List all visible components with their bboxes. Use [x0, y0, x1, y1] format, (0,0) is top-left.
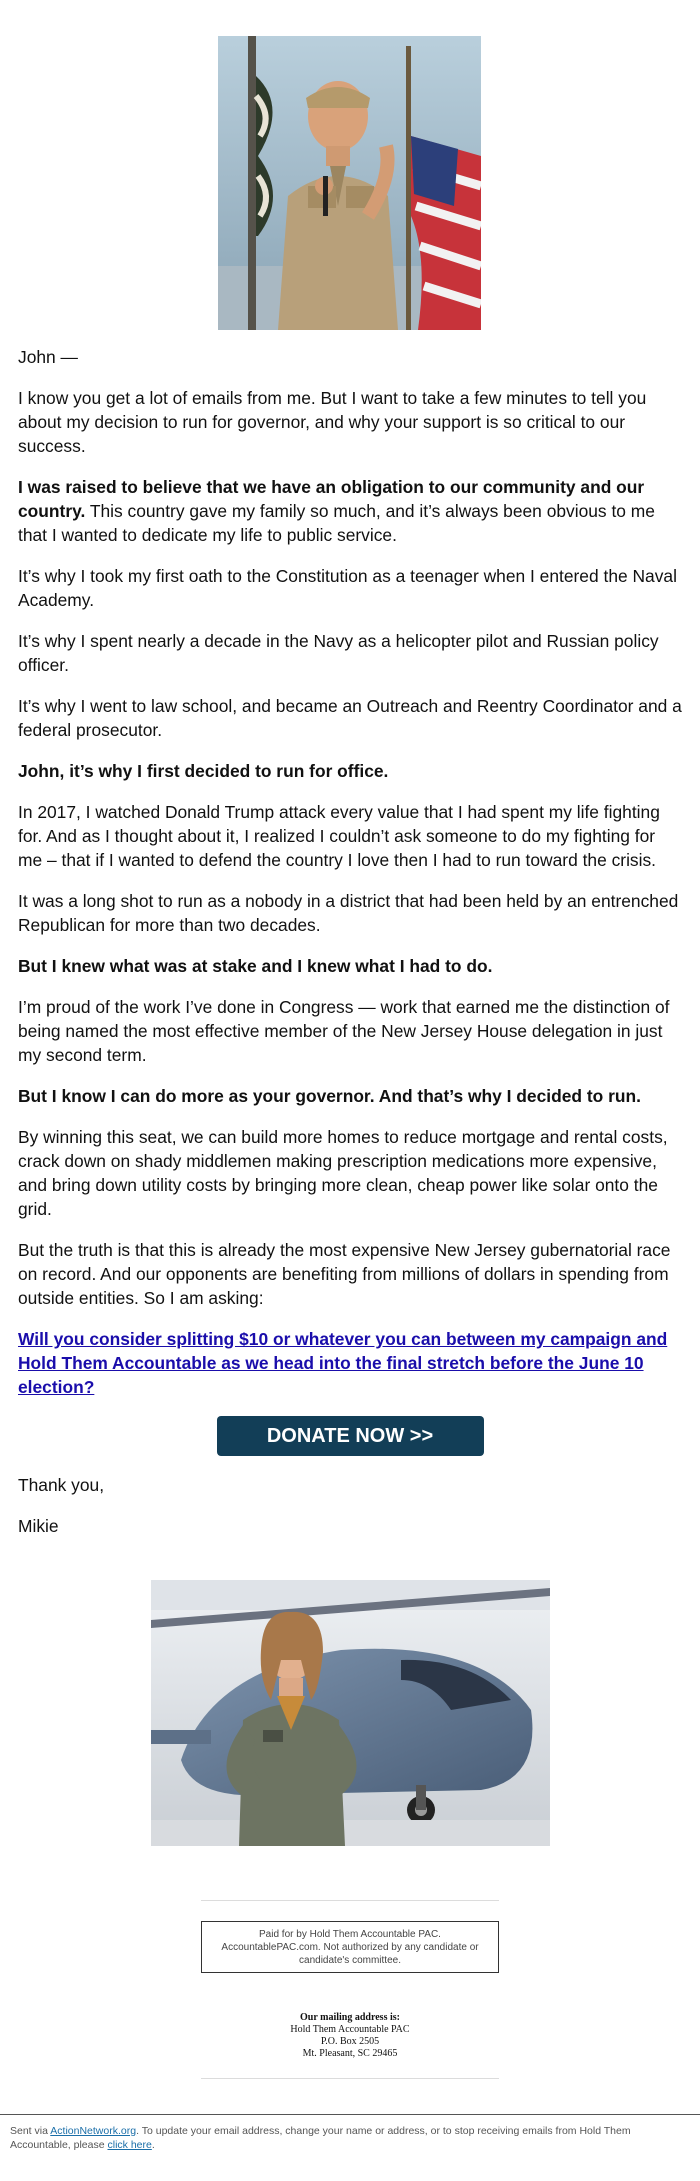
paragraph-at-stake-bold: But I knew what was at stake and I knew what I had to do.	[18, 956, 493, 976]
paragraph-run-office	[18, 759, 682, 783]
footer-prefix: Sent via	[10, 2125, 51, 2137]
actionnetwork-link[interactable]: ActionNetwork.org	[50, 2125, 137, 2137]
paragraph-at-stake	[18, 954, 682, 978]
donation-ask-link[interactable]: Will you consider splitting $10 or whatever you can between my campaign and Hold Them Accountable as we head into the final stretch before the June 10 election?	[18, 1329, 668, 1397]
paragraph-2017: In 2017, I watched Donald Trump attack every value that I had spent my life fighting for. And as I thought about it, I realized I couldn’t ask someone to do my fighting for me – that if I wanted to defend the country I love then I had to run toward the crisis.	[18, 802, 660, 870]
paragraph-raised	[18, 475, 682, 547]
footer-suffix: .	[151, 2139, 155, 2151]
header-photo-navy-uniform	[218, 36, 481, 330]
footer	[10, 2124, 690, 2152]
cta-paragraph	[18, 1327, 682, 1399]
signature: Mikie	[18, 1516, 59, 1536]
mailing-address	[200, 2012, 500, 2060]
paragraph-truth: But the truth is that this is already the most expensive New Jersey gubernatorial race on record. And our opponents are benefiting from millions of dollars in spending from outside entities. So I am asking:	[18, 1240, 671, 1308]
mailing-line-3: Mt. Pleasant, SC 29465	[302, 2048, 398, 2059]
greeting: John —	[18, 347, 78, 367]
divider-bottom	[201, 2078, 499, 2079]
paragraph-winning: By winning this seat, we can build more homes to reduce mortgage and rental costs, crack down on shady middlemen making prescription medications more expensive, and bring down utility costs by bringing more clean, cheap power like solar onto the grid.	[18, 1127, 668, 1219]
signoff: Thank you,	[18, 1475, 105, 1495]
paragraph-law-school: It’s why I went to law school, and became an Outreach and Reentry Coordinator and a federal prosecutor.	[18, 696, 682, 740]
mailing-line-2: P.O. Box 2505	[320, 2036, 380, 2047]
donate-now-button[interactable]: DONATE NOW >>	[217, 1416, 484, 1456]
donate-button-wrap	[18, 1416, 682, 1456]
paragraph-oath: It’s why I took my first oath to the Constitution as a teenager when I entered the Naval Academy.	[18, 566, 677, 610]
paragraph-long-shot: It was a long shot to run as a nobody in a district that had been held by an entrenched Republican for more than two decades.	[18, 891, 679, 935]
paragraph-intro: I know you get a lot of emails from me. But I want to take a few minutes to tell you about my decision to run for governor, and why your support is so critical to our success.	[18, 388, 647, 456]
paragraph-congress: I’m proud of the work I’ve done in Congress — work that earned me the distinction of being named the most effective member of the New Jersey House delegation in just my second term.	[18, 997, 670, 1065]
paragraph-governor	[18, 1084, 682, 1108]
paragraph-governor-bold: But I know I can do more as your governor. And that’s why I decided to run.	[18, 1086, 641, 1106]
divider-top	[201, 1900, 499, 1901]
paragraph-raised-rest: This country gave my family so much, and it’s always been obvious to me that I wanted to dedicate my life to public service.	[18, 501, 655, 545]
unsubscribe-link[interactable]: click here	[107, 2139, 152, 2151]
mailing-line-1: Hold Them Accountable PAC	[290, 2024, 410, 2035]
email-body	[18, 345, 682, 1555]
paragraph-run-office-bold: John, it’s why I first decided to run for office.	[18, 761, 389, 781]
footer-middle: . To update your email address, change your name or address, or to stop receiving emails from Hold Them Accountable, please	[10, 2125, 631, 2151]
footer-divider	[0, 2114, 700, 2115]
helicopter-portrait-photo	[151, 1580, 550, 1846]
paid-for-disclaimer: Paid for by Hold Them Accountable PAC. AccountablePAC.com. Not authorized by any candidate or candidate's committee.	[201, 1921, 499, 1973]
paragraph-raised-bold: I was raised to believe that we have an obligation to our community and our country.	[18, 477, 645, 521]
paragraph-navy: It’s why I spent nearly a decade in the Navy as a helicopter pilot and Russian policy officer.	[18, 631, 659, 675]
mailing-heading: Our mailing address is:	[300, 2012, 400, 2023]
